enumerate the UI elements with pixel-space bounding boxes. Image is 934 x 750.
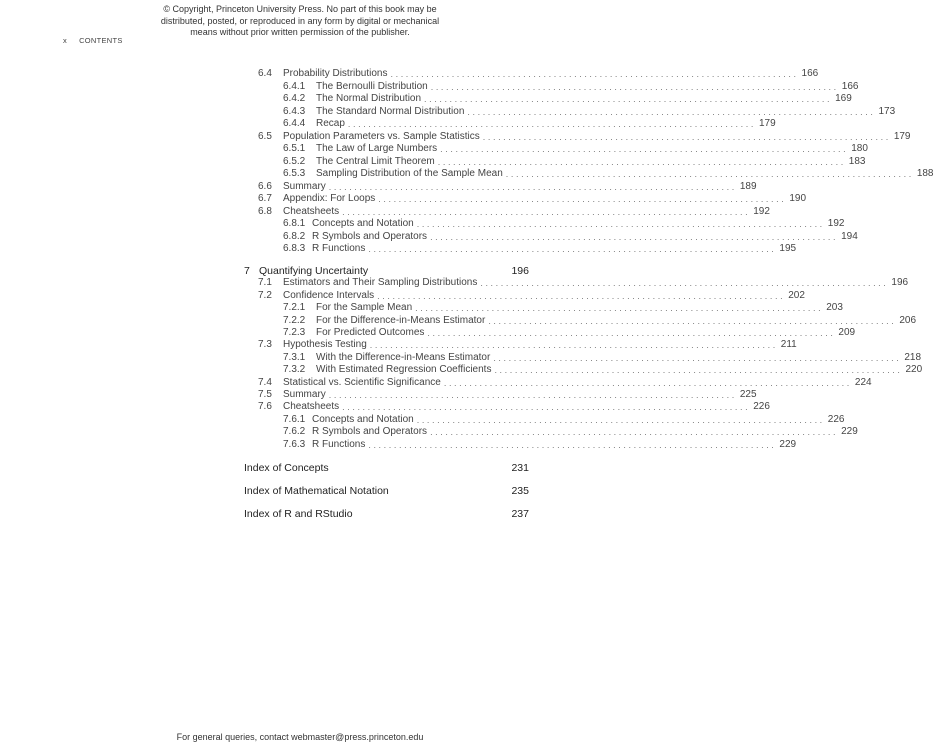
- toc-entry-number: 6.5.2: [283, 155, 306, 167]
- copyright-line: distributed, posted, or reproduced in any form by digital or mechanical: [160, 15, 440, 26]
- toc-entry-page: 179: [893, 130, 911, 142]
- toc-entry-number: 6.8: [258, 205, 272, 217]
- toc-entry-page: 192: [753, 205, 770, 217]
- toc-entry-page: 179: [758, 118, 776, 129]
- toc-entry-page: 235: [511, 485, 529, 497]
- toc-entry-page: 225: [739, 389, 757, 400]
- toc-entry[interactable]: [0, 105, 896, 118]
- dot-leader: ................................................................................: [494, 365, 903, 376]
- toc-entry[interactable]: [0, 118, 776, 130]
- toc-entry[interactable]: [0, 80, 859, 93]
- dot-leader: ................................................................................: [437, 156, 846, 167]
- running-head-title: CONTENTS: [79, 36, 123, 45]
- toc-entry[interactable]: [0, 401, 770, 413]
- toc-entry-number: 7.2: [258, 289, 272, 301]
- toc-entry-title: For Predicted Outcomes: [316, 327, 425, 338]
- dot-leader: ................................................................................: [416, 219, 825, 229]
- dot-leader: [371, 265, 508, 277]
- toc-entry-number: 6.8.1: [283, 218, 306, 229]
- toc-entry-title: Quantifying Uncertainty: [259, 265, 369, 277]
- dot-leader: [332, 462, 509, 474]
- toc-entry-page: 226: [753, 401, 770, 413]
- dot-leader: ................................................................................: [342, 402, 751, 413]
- dot-leader: ................................................................................: [416, 414, 825, 425]
- toc-entry-page: 166: [801, 68, 819, 79]
- toc-entry-title: The Normal Distribution: [316, 93, 422, 104]
- dot-leader: ................................................................................: [427, 328, 836, 338]
- toc-entry-page: 188: [916, 168, 934, 179]
- dot-leader: ................................................................................: [368, 439, 777, 450]
- dot-leader: ................................................................................: [467, 106, 876, 117]
- toc-entry-title: Population Parameters vs. Sample Statistics: [283, 130, 480, 142]
- toc-entry-title: With the Difference-in-Means Estimator: [316, 351, 491, 363]
- toc-entry-page: 194: [841, 230, 858, 242]
- toc-entry-number: 7.6.1: [283, 413, 306, 425]
- toc-entry-page: 173: [878, 105, 896, 117]
- toc-entry-title: With Estimated Regression Coefficients: [316, 364, 492, 376]
- toc-entry-title: Sampling Distribution of the Sample Mean: [316, 168, 503, 179]
- toc-entry-title: The Bernoulli Distribution: [316, 80, 428, 92]
- toc-entry-title: R Symbols and Operators: [312, 230, 428, 242]
- toc-entry-number: 7.6.3: [283, 438, 306, 450]
- toc-entry-number: 6.7: [258, 193, 272, 204]
- toc-entry[interactable]: [0, 243, 797, 255]
- toc-entry[interactable]: [0, 376, 872, 389]
- toc-entry-number: 6.8.3: [283, 243, 306, 254]
- toc-entry[interactable]: [0, 205, 770, 218]
- toc-entry-title: Concepts and Notation: [312, 218, 414, 229]
- toc-entry[interactable]: [0, 93, 852, 105]
- toc-entry-number: 6.4.4: [283, 118, 306, 129]
- toc-entry[interactable]: [0, 130, 911, 143]
- toc-entry[interactable]: [0, 364, 923, 376]
- toc-entry-number: 6.4.1: [283, 80, 306, 92]
- toc-entry-title: Concepts and Notation: [312, 413, 414, 425]
- toc-entry-number: 7.2.2: [283, 314, 306, 326]
- toc-entry[interactable]: [0, 508, 600, 520]
- toc-entry[interactable]: [0, 218, 845, 230]
- toc-entry-page: 180: [851, 143, 868, 154]
- toc-entry-page: 190: [789, 193, 807, 204]
- toc-entry-page: 218: [904, 351, 922, 363]
- toc-entry-page: 220: [905, 364, 923, 376]
- toc-entry-title: R Symbols and Operators: [312, 426, 428, 438]
- dot-leader: ................................................................................: [342, 206, 751, 217]
- dot-leader: ................................................................................: [430, 427, 839, 438]
- toc-entry-number: 6.8.2: [283, 230, 306, 242]
- dot-leader: ................................................................................: [347, 119, 756, 129]
- toc-entry[interactable]: [0, 389, 757, 401]
- dot-leader: ................................................................................: [488, 315, 897, 326]
- toc-entry-page: 237: [511, 508, 529, 520]
- toc-entry-title: The Law of Large Numbers: [316, 143, 438, 154]
- toc-entry-title: Summary: [283, 389, 326, 400]
- toc-entry-title: Index of Concepts: [244, 462, 329, 474]
- toc-entry-number: 7.3.1: [283, 351, 306, 363]
- toc-entry-title: Index of R and RStudio: [244, 508, 353, 520]
- toc-entry-page: 229: [841, 426, 858, 438]
- dot-leader: ................................................................................: [480, 278, 889, 289]
- toc-entry-title: Index of Mathematical Notation: [244, 485, 389, 497]
- dot-leader: ................................................................................: [440, 144, 849, 154]
- toc-entry-page: 192: [827, 218, 845, 229]
- dot-leader: ................................................................................: [415, 303, 824, 314]
- copyright-notice: [0, 4, 600, 39]
- toc-entry-page: 203: [826, 302, 843, 314]
- toc-entry-number: 6.4.2: [283, 93, 306, 104]
- dot-leader: ................................................................................: [328, 390, 737, 400]
- copyright-line: means without prior written permission of the publisher.: [190, 27, 410, 37]
- toc-entry-number: 7.6: [258, 401, 272, 413]
- dot-leader: ................................................................................: [390, 69, 799, 79]
- toc-entry-title: Cheatsheets: [283, 205, 340, 217]
- toc-entry-title: For the Difference-in-Means Estimator: [316, 314, 486, 326]
- toc-entry-number: 7.3.2: [283, 364, 306, 376]
- toc-entry-page: 202: [788, 289, 805, 301]
- toc-entry-number: 7.4: [258, 376, 272, 388]
- dot-leader: ................................................................................: [377, 290, 786, 301]
- toc-entry-title: Appendix: For Loops: [283, 193, 376, 204]
- toc-entry[interactable]: [0, 485, 600, 497]
- dot-leader: ................................................................................: [430, 81, 839, 92]
- toc-entry[interactable]: [0, 168, 934, 180]
- toc-entry-number: 7.2.3: [283, 327, 306, 338]
- toc-entry-page: 196: [891, 277, 909, 289]
- toc-entry-page: 231: [511, 462, 529, 474]
- toc-entry-number: 6.5.1: [283, 143, 306, 154]
- dot-leader: ................................................................................: [482, 131, 891, 142]
- toc-entry[interactable]: [0, 438, 797, 451]
- toc-entry[interactable]: [0, 327, 856, 339]
- toc-entry-page: 211: [780, 339, 797, 351]
- toc-entry-page: 229: [779, 438, 797, 450]
- toc-entry-number: 7.5: [258, 389, 272, 400]
- toc-entry-page: 209: [838, 327, 856, 338]
- dot-leader: ................................................................................: [368, 244, 777, 254]
- toc-entry-page: 206: [899, 314, 917, 326]
- running-head: [63, 36, 135, 45]
- toc-entry[interactable]: [0, 314, 917, 327]
- toc-entry-number: 6.4: [258, 68, 272, 79]
- toc-entry[interactable]: [0, 413, 845, 426]
- dot-leader: ................................................................................: [443, 377, 852, 388]
- toc-entry-page: 166: [841, 80, 859, 92]
- toc-entry[interactable]: [0, 277, 909, 289]
- toc-entry-title: Recap: [316, 118, 345, 129]
- dot-leader: ................................................................................: [430, 231, 839, 242]
- toc-entry[interactable]: [0, 230, 858, 243]
- page-number: x: [63, 36, 68, 45]
- toc-entry[interactable]: [0, 302, 843, 314]
- dot-leader: ................................................................................: [369, 340, 778, 351]
- toc-entry-title: Probability Distributions: [283, 68, 388, 79]
- toc-entry-title: Cheatsheets: [283, 401, 340, 413]
- toc-entry-page: 224: [854, 376, 872, 388]
- toc-entry-title: Summary: [283, 180, 326, 192]
- toc-entry-title: For the Sample Mean: [316, 302, 413, 314]
- toc-entry[interactable]: [0, 193, 807, 205]
- toc-entry-page: 195: [779, 243, 797, 254]
- toc-entry-title: R Functions: [312, 243, 366, 254]
- toc-entry-title: R Functions: [312, 438, 366, 450]
- toc-entry-number: 7.6.2: [283, 426, 306, 438]
- toc-entry-page: 196: [511, 265, 529, 277]
- toc-entry-number: 6.5.3: [283, 168, 306, 179]
- toc-entry[interactable]: [0, 289, 805, 302]
- toc-entry-title: Statistical vs. Scientific Significance: [283, 376, 441, 388]
- toc-entry[interactable]: [0, 180, 757, 193]
- toc-entry[interactable]: [0, 143, 868, 155]
- toc-entry-number: 6.5: [258, 130, 272, 142]
- toc-entry-title: Estimators and Their Sampling Distributions: [283, 277, 478, 289]
- dot-leader: ................................................................................: [505, 169, 914, 179]
- toc-entry[interactable]: [0, 265, 600, 277]
- toc-entry[interactable]: [0, 351, 922, 364]
- dot-leader: [392, 485, 509, 497]
- toc-entry-number: 7: [244, 265, 250, 277]
- toc-entry[interactable]: [0, 339, 797, 351]
- toc-entry-title: The Central Limit Theorem: [316, 155, 435, 167]
- toc-entry-page: 183: [848, 155, 866, 167]
- toc-entry[interactable]: [0, 462, 600, 474]
- toc-entry-page: 189: [739, 180, 757, 192]
- dot-leader: [356, 508, 509, 520]
- toc-entry-number: 7.1: [258, 277, 272, 289]
- toc-entry-title: Confidence Intervals: [283, 289, 375, 301]
- toc-entry-title: Hypothesis Testing: [283, 339, 367, 351]
- toc-entry[interactable]: [0, 155, 866, 168]
- toc-entry[interactable]: [0, 68, 819, 80]
- dot-leader: ................................................................................: [328, 181, 737, 192]
- toc-entry-number: 6.4.3: [283, 105, 306, 117]
- dot-leader: ................................................................................: [424, 94, 833, 104]
- toc-entry[interactable]: [0, 426, 858, 438]
- dot-leader: ................................................................................: [378, 194, 787, 204]
- toc-entry-title: The Standard Normal Distribution: [316, 105, 465, 117]
- toc-entry-page: 169: [835, 93, 852, 104]
- toc-entry-number: 6.6: [258, 180, 272, 192]
- footer-contact: For general queries, contact webmaster@press.princeton.edu: [176, 732, 424, 742]
- toc-entry-number: 7.2.1: [283, 302, 306, 314]
- copyright-line: © Copyright, Princeton University Press. No part of this book may be: [163, 4, 437, 14]
- toc-entry-number: 7.3: [258, 339, 272, 351]
- dot-leader: ................................................................................: [493, 352, 902, 363]
- toc-entry-page: 226: [827, 413, 845, 425]
